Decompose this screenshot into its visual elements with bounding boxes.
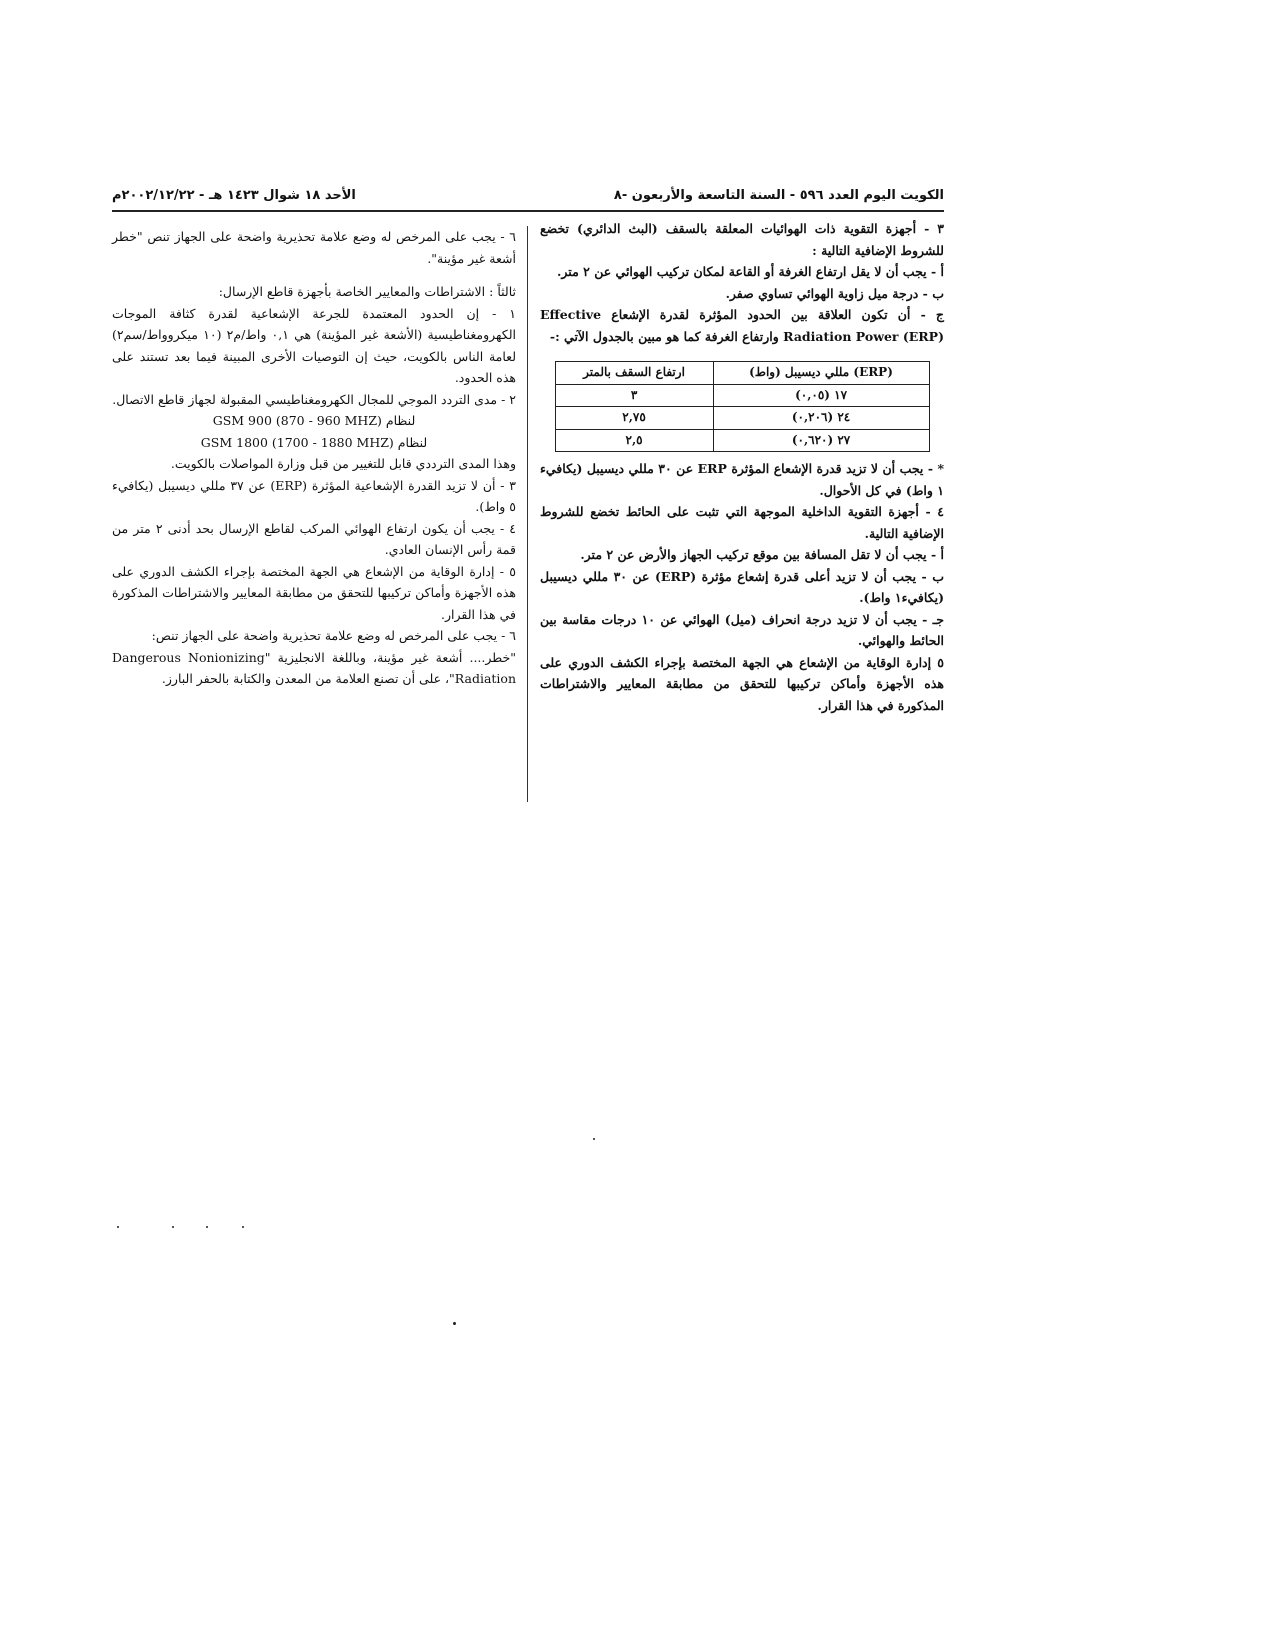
gsm1800-line (112, 432, 516, 454)
right-paragraph-6: ٤ - أجهزة التقوية الداخلية الموجهة التي تثبت على الحائط تخضع للشروط الإضافية التالية. (540, 504, 944, 541)
table-row (555, 429, 929, 452)
table-cell: ٢٤ (٠,٢٠٦) (713, 407, 929, 430)
left-paragraph-11: ٦ - يجب على المرخص له وضع علامة تحذيرية واضحة على الجهاز تنص: (151, 628, 516, 643)
left-paragraph-3: ١ - إن الحدود المعتمدة للجرعة الإشعاعية لقدرة كثافة الموجات الكهرومغناطيسية (الأشعة غير المؤينة) هي ٠,١ واط/م٢ (١٠ ميكروواط/سم٢) لعامة الناس بالكويت، حيث إن التوصيات الأخرى المبينة فيما بعد تستند على هذه الحدود. (112, 305, 516, 385)
gsm1800-value: GSM 1800 (1700 - 1880 MHZ) (200, 434, 394, 450)
header-date: الأحد ١٨ شوال ١٤٢٣ هـ - ٢٠٠٢/١٢/٢٢م (112, 188, 356, 203)
left-paragraph-1: ٦ - يجب على المرخص له وضع علامة تحذيرية واضحة على الجهاز تنص "خطر أشعة غير مؤينة". (112, 229, 516, 266)
scan-speck (206, 1226, 208, 1228)
left-paragraph-12: "خطر.... أشعة غير مؤينة، وباللغة الانجليزية "Dangerous Nonionizing Radiation"، على أن تصنع العلامة من المعدن والكتابة بالحفر البارز. (112, 649, 516, 686)
left-paragraph-4: ٢ - مدى التردد الموجي للمجال الكهرومغناطيسي المقبولة لجهاز قاطع الاتصال. (112, 391, 516, 407)
gsm900-value: GSM 900 (870 - 960 MHZ) (212, 413, 382, 428)
scan-speck (453, 1322, 456, 1325)
left-paragraph-9: ٤ - يجب أن يكون ارتفاع الهوائي المركب لقاطع الإرسال بحد أدنى ٢ متر من قمة رأس الإنسان العادي. (112, 520, 516, 557)
gsm900-label: لنظام (385, 413, 416, 428)
scan-speck (593, 1138, 595, 1140)
scan-speck (172, 1226, 174, 1228)
table-cell: ٢,٧٥ (555, 407, 713, 430)
table-cell: ٢,٥ (555, 429, 713, 452)
gsm1800-label: لنظام (397, 434, 428, 450)
right-paragraph-3: ب - درجة ميل زاوية الهوائي تساوي صفر. (725, 285, 944, 301)
left-paragraph-7: وهذا المدى الترددي قابل للتغيير من قبل وزارة المواصلات بالكويت. (170, 456, 516, 471)
table-cell: ٣ (555, 384, 713, 407)
erp-table-header-height: ارتفاع السقف بالمتر (555, 362, 713, 385)
column-divider (527, 226, 528, 802)
table-cell: ٢٧ (٠,٦٢٠) (713, 429, 929, 452)
right-paragraph-1: ٣ - أجهزة التقوية ذات الهوائيات المعلقة بالسقف (البث الدائري) تخضع للشروط الإضافية التالية : (540, 221, 944, 258)
right-paragraph-4: ج - أن تكون العلاقة بين الحدود المؤثرة لقدرة الإشعاع Effective Radiation Power (ERP) وارتفاع الغرفة كما هو مبين بالجدول الآتي :- (540, 307, 944, 344)
erp-table (555, 361, 930, 452)
header-publication: الكويت اليوم العدد ٥٩٦ - السنة التاسعة والأربعون -٨ (613, 188, 944, 203)
right-paragraph-7: أ - يجب أن لا تقل المسافة بين موقع تركيب الجهاز والأرض عن ٢ متر. (580, 547, 944, 562)
scan-speck (117, 1226, 119, 1228)
erp-table-header-erp: (ERP) مللي ديسيبل (واط) (713, 362, 929, 385)
right-paragraph-2: أ - يجب أن لا يقل ارتفاع الغرفة أو القاعة لمكان تركيب الهوائي عن ٢ متر. (557, 264, 944, 279)
table-row (555, 407, 929, 430)
erp-table-header-row (555, 362, 929, 385)
left-paragraph-8: ٣ - أن لا تزيد القدرة الإشعاعية المؤثرة (ERP) عن ٣٧ مللي ديسيبل (يكافيء ٥ واط). (112, 477, 516, 514)
right-column (540, 218, 944, 716)
left-paragraph-10: ٥ - إدارة الوقاية من الإشعاع هي الجهة المختصة بإجراء الكشف الدوري على هذه الأجهزة وأماكن تركيبها للتحقق من مطابقة المعايير والاشتراطات المذكورة في هذا القرار. (112, 563, 516, 622)
scan-speck (242, 1226, 244, 1228)
left-section-heading: ثالثاً : الاشتراطات والمعايير الخاصة بأجهزة قاطع الإرسال: (218, 284, 516, 299)
gsm900-line (112, 410, 516, 432)
right-paragraph-8: ب - يجب أن لا تزيد أعلى قدرة إشعاع مؤثرة (ERP) عن ٣٠ مللي ديسيبل (يكافيء١ واط). (540, 568, 945, 605)
left-column (112, 226, 516, 690)
table-row (555, 384, 929, 407)
table-cell: ١٧ (٠,٠٥) (713, 384, 929, 407)
right-paragraph-10: ٥ إدارة الوقاية من الإشعاع هي الجهة المختصة بإجراء الكشف الدوري على هذه الأجهزة وأماكن تركيبها للتحقق من مطابقة المعايير والاشتراطات المذكورة في هذا القرار. (540, 654, 944, 713)
page-header (112, 188, 944, 208)
right-paragraph-5: * - يجب أن لا تزيد قدرة الإشعاع المؤثرة ERP عن ٣٠ مللي ديسيبل (يكافيء ١ واط) في كل الأحوال. (540, 461, 945, 498)
header-rule (112, 210, 944, 212)
right-paragraph-9: جـ - يجب أن لا تزيد درجة انحراف (ميل) الهوائي عن ١٠ درجات مقاسة بين الحائط والهوائي. (540, 611, 944, 648)
